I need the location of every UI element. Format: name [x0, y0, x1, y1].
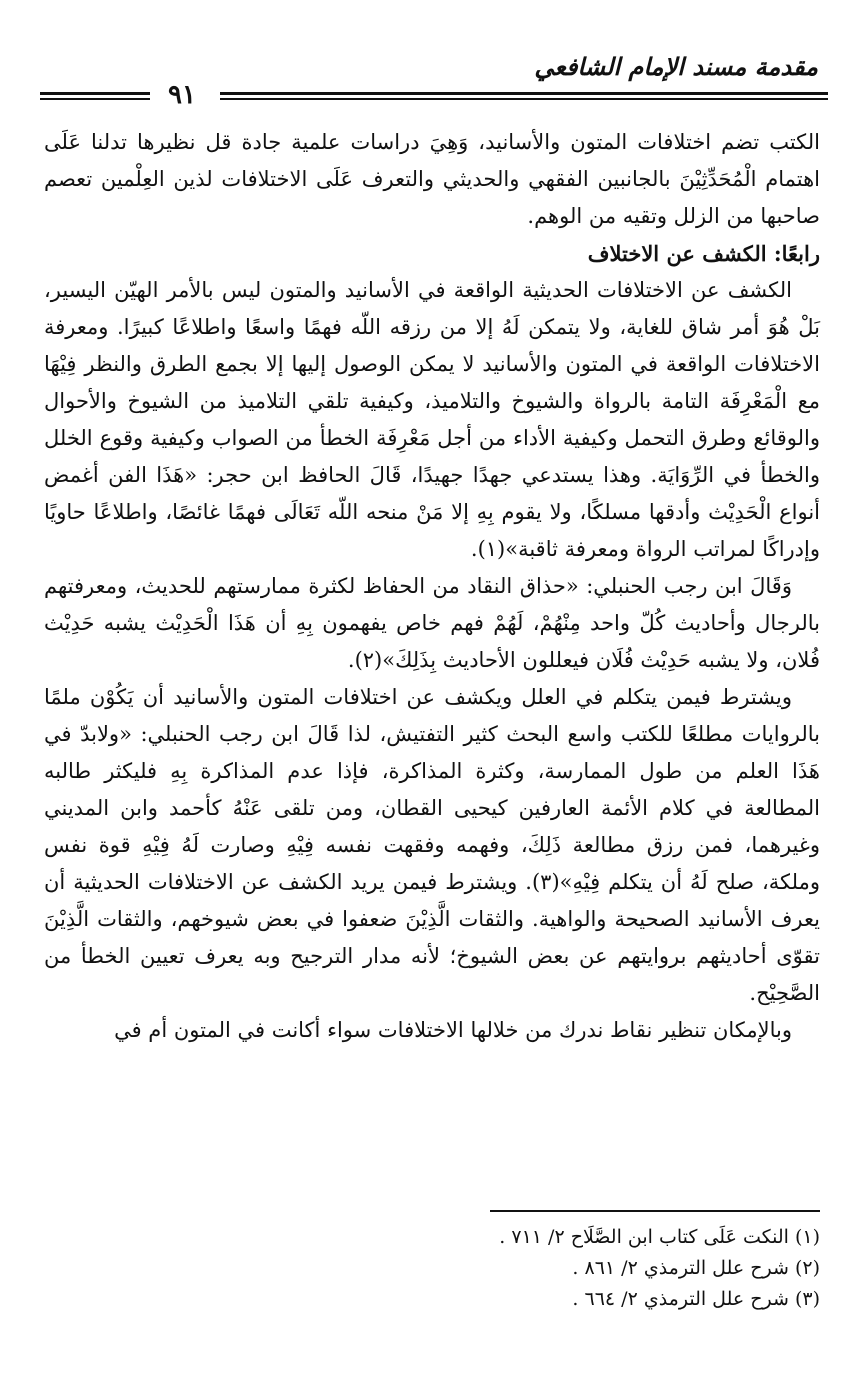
- paragraph-5: وبالإمكان تنظير نقاط ندرك من خلالها الاختلافات سواء أكانت في المتون أم في: [114, 1018, 792, 1042]
- paragraph-4: ويشترط فيمن يتكلم في العلل ويكشف عن اختلافات المتون والأسانيد أن يَكُوْن ملمًا بالروايات مطلعًا للكتب واسع البحث كثير التفتيش، لذا قَالَ ابن رجب الحنبلي: «ولابدّ في هَذَا العلم من طول الممارسة، وكثرة المذاكرة، فإذا عدم المذاكرة بِهِ فليكثر طالبه المطالعة في كلام الأئمة العارفين كيحيى القطان، ومن تلقى عَنْهُ كأحمد وابن المديني وغيرهما، فمن رزق مطالعة ذَلِكَ، وفهمه وفقهت نفسه فِيْهِ وصارت لَهُ فِيْهِ قوة نفس وملكة، صلح لَهُ أن يتكلم فِيْهِ»(٣). ويشترط فيمن يريد الكشف عن الاختلافات الحديثية أن يعرف الأسانيد الصحيحة والواهية. والثقات الَّذِيْنَ ضعفوا في بعض شيوخهم، والثقات الَّذِيْنَ تقوّى أحاديثهم بروايتهم عن بعض الشيوخ؛ لأنه مدار الترجيح وبه يعرف تعيين الخطأ من الصَّحِيْح.: [44, 685, 820, 1005]
- running-title: مقدمة مسند الإمام الشافعي: [534, 52, 818, 81]
- footnotes: [44, 1222, 820, 1315]
- footnote-3: (٣) شرح علل الترمذي ٢/ ٦٦٤ .: [572, 1288, 820, 1310]
- footnote-separator: [490, 1210, 820, 1212]
- section-heading: رابعًا: الكشف عن الاختلاف: [587, 241, 820, 266]
- footnote-2: (٢) شرح علل الترمذي ٢/ ٨٦١ .: [572, 1257, 820, 1279]
- paragraph-3: وَقَالَ ابن رجب الحنبلي: «حذاق النقاد من الحفاظ لكثرة ممارستهم للحديث، ومعرفتهم بالرجال وأحاديث كُلّ واحد مِنْهُمْ، لَهُمْ فهم خاص يفهمون بِهِ أن هَذَا الْحَدِيْث يشبه حَدِيْث فُلان، ولا يشبه حَدِيْث فُلَان فيعللون الأحاديث بِذَلِكَ»(٢).: [44, 574, 820, 672]
- paragraph-2: الكشف عن الاختلافات الحديثية الواقعة في الأسانيد والمتون ليس بالأمر الهيّن اليسير، بَلْ هُوَ أمر شاق للغاية، ولا يتمكن لَهُ إلا من رزقه اللّه فهمًا واسعًا واطلاعًا كبيرًا. ومعرفة الاختلافات الواقعة في المتون والأسانيد لا يمكن الوصول إليها إلا بجمع الطرق والنظر فِيْهَا مع الْمَعْرِفَة التامة بالرواة والشيوخ والتلاميذ، وكيفية تلقي التلاميذ من الشيوخ والأحوال والوقائع وطرق التحمل وكيفية الأداء من أجل مَعْرِفَة الخطأ من الصواب وكيفية وقوع الخلل والخطأ في الرِّوَايَة. وهذا يستدعي جهدًا جهيدًا، قَالَ الحافظ ابن حجر: «هَذَا الفن أغمض أنواع الْحَدِيْث وأدقها مسلكًا، ولا يقوم بِهِ إلا مَنْ منحه اللّه تَعَالَى فهمًا غائصًا، واطلاعًا حاويًا وإدراكًا لمراتب الرواة ومعرفة ثاقبة»(١).: [44, 278, 820, 561]
- paragraph-1: الكتب تضم اختلافات المتون والأسانيد، وَهِيَ دراسات علمية جادة قل نظيرها تدلنا عَلَى اهتمام الْمُحَدِّثِيْنَ بالجانبين الفقهي والحديثي والتعرف عَلَى الاختلافات لذين العِلْمين تعصم صاحبها من الزلل وتقيه من الوهم.: [44, 130, 820, 228]
- page-header: [40, 40, 828, 110]
- page-number: ٩١: [168, 80, 196, 110]
- footnote-1: (١) النكت عَلَى كتاب ابن الصَّلَاح ٢/ ٧١١ .: [499, 1226, 820, 1248]
- main-text: [44, 124, 820, 1049]
